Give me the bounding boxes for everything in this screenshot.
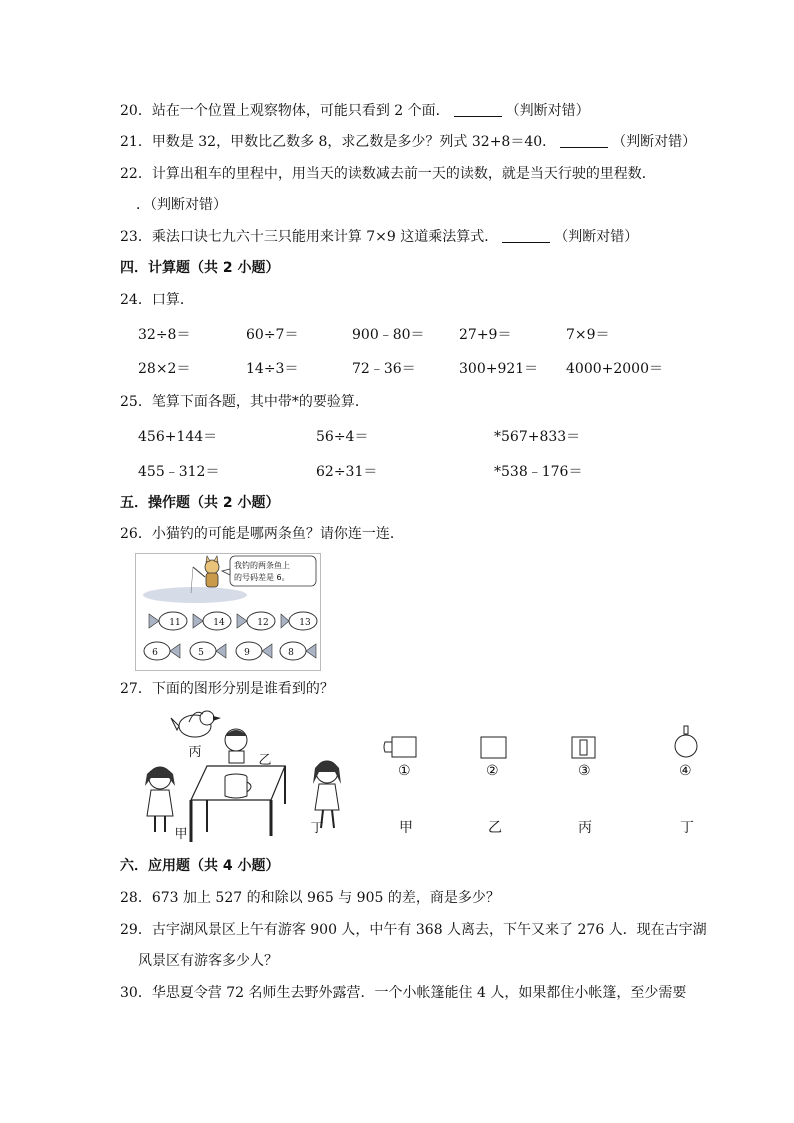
cup-icon	[225, 774, 251, 798]
question-25-title: 25．笔算下面各题，其中带*的要验算．	[120, 394, 369, 410]
person-label: 甲	[174, 827, 188, 842]
fish-number: 12	[257, 618, 269, 628]
fish-number: 11	[169, 618, 181, 628]
question-21	[120, 132, 696, 152]
bubble-text-line2: 的号码差是 6。	[234, 573, 290, 582]
answer-label: 丁	[680, 820, 694, 836]
answer-label: 甲	[399, 820, 413, 836]
shape-number: ①	[398, 763, 411, 779]
square-shape	[480, 736, 508, 760]
q23-tail: （判断对错）	[554, 229, 639, 245]
q20-text: 20．站在一个位置上观察物体，可能只看到 2 个面．	[120, 103, 450, 119]
framed-rectangle-shape	[571, 736, 597, 760]
question-23	[120, 227, 638, 247]
circle-top-view-shape	[673, 725, 699, 761]
question-22-line2: ．（判断对错）	[136, 197, 227, 213]
q25-expr: 456+144＝	[138, 429, 218, 445]
question-26-title: 26．小猫钓的可能是哪两条鱼？请你连一连．	[120, 526, 404, 542]
q24-expr: 300+921＝	[459, 361, 539, 377]
q24-expr: 60÷7＝	[246, 327, 299, 343]
q25-expr: *567+833＝	[494, 429, 581, 445]
question-27-title: 27．下面的图形分别是谁看到的？	[120, 681, 334, 697]
bird-icon	[171, 711, 221, 737]
fish-number: 14	[213, 618, 225, 628]
fish-number: 5	[198, 648, 204, 658]
q24-expr: 4000+2000＝	[566, 361, 663, 377]
q23-blank[interactable]	[502, 228, 550, 243]
person-label: 丁	[310, 821, 324, 836]
q25-expr: 455﹣312＝	[138, 464, 220, 480]
person-label: 乙	[258, 753, 272, 768]
q24-expr: 14÷3＝	[246, 361, 299, 377]
question-30: 30．华思夏令营 72 名师生去野外露营．一个小帐篷能住 4 人，如果都住小帐篷，至少需要	[120, 985, 687, 1001]
q21-tail: （判断对错）	[612, 134, 697, 150]
shape-number: ④	[679, 763, 692, 779]
answer-label: 乙	[488, 820, 502, 836]
q24-expr: 28×2＝	[138, 361, 191, 377]
section-6-heading: 六．应用题（共 4 小题）	[120, 858, 280, 874]
q24-expr: 72﹣36＝	[352, 361, 416, 377]
question-22-line1: 22．计算出租车的里程中，用当天的读数减去前一天的读数，就是当天行驶的里程数．	[120, 166, 656, 182]
question-28: 28．673 加上 527 的和除以 965 与 905 的差，商是多少？	[120, 890, 500, 906]
q20-tail: （判断对错）	[505, 103, 590, 119]
person-label: 丙	[188, 745, 202, 760]
q23-text: 23．乘法口诀七九六十三只能用来计算 7×9 这道乘法算式．	[120, 229, 499, 245]
shape-number: ②	[486, 763, 499, 779]
question-29-line1: 29．古宇湖风景区上午有游客 900 人，中午有 368 人离去，下午又来了 276 人．现在古宇湖	[120, 922, 707, 938]
fish-number: 6	[152, 648, 158, 658]
boy-icon	[225, 729, 247, 763]
answer-label: 丙	[578, 820, 592, 836]
shape-number: ③	[578, 763, 591, 779]
question-20	[120, 101, 590, 121]
q21-blank[interactable]	[560, 133, 608, 148]
fish-number: 13	[299, 618, 311, 628]
bubble-text-line1: 我钓的两条鱼上	[234, 561, 290, 570]
question-24-title: 24．口算．	[120, 292, 194, 308]
section-5-heading: 五．操作题（共 2 小题）	[120, 495, 280, 511]
cup-side-view-shape	[383, 734, 419, 760]
q24-expr: 27+9＝	[459, 327, 512, 343]
q25-expr: *538﹣176＝	[494, 464, 583, 480]
girl-icon	[313, 761, 341, 828]
q24-expr: 32÷8＝	[138, 327, 191, 343]
q24-expr: 7×9＝	[566, 327, 610, 343]
section-4-heading: 四．计算题（共 2 小题）	[120, 260, 280, 276]
q25-expr: 56÷4＝	[316, 429, 369, 445]
question-29-line2: 风景区有游客多少人？	[138, 953, 278, 969]
q24-expr: 900﹣80＝	[352, 327, 425, 343]
q25-expr: 62÷31＝	[316, 464, 378, 480]
girl-icon	[145, 767, 175, 832]
q21-text: 21．甲数是 32，甲数比乙数多 8，求乙数是多少？列式 32+8＝40．	[120, 134, 557, 150]
fish-number: 9	[244, 648, 250, 658]
q20-blank[interactable]	[454, 102, 502, 117]
fish-number: 8	[288, 648, 294, 658]
observers-figure	[135, 704, 355, 850]
cat-fishing-figure	[135, 553, 321, 671]
